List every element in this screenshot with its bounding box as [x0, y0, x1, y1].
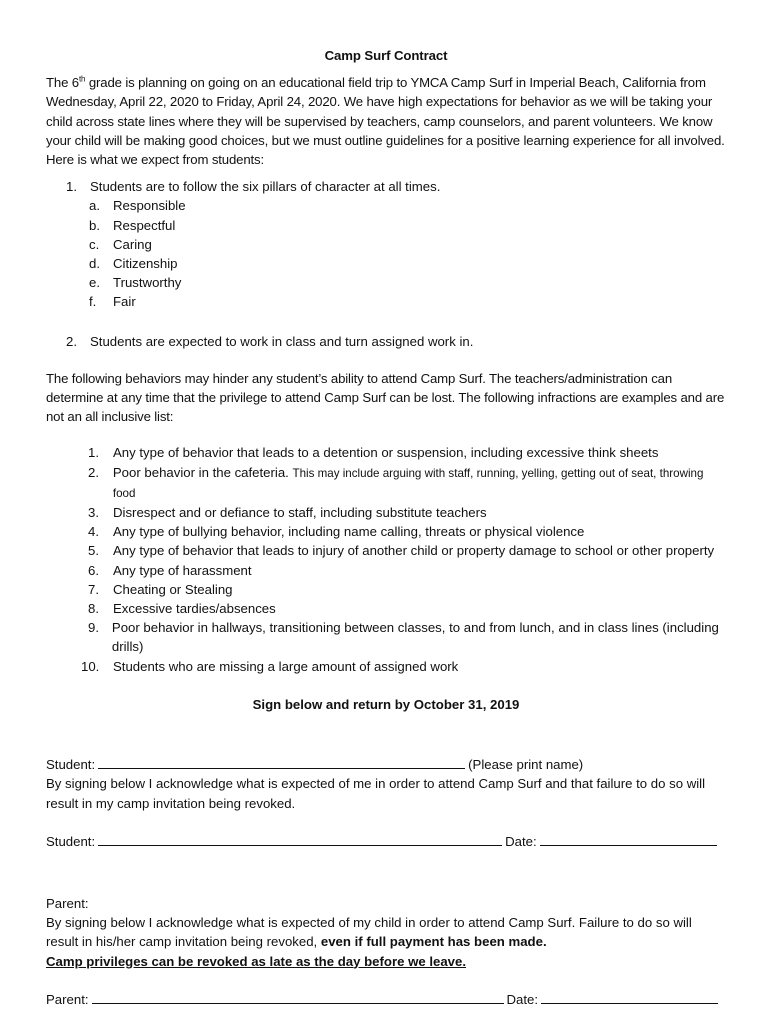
list-number: 6.: [88, 562, 99, 578]
list-item: [89, 196, 726, 215]
student-date-line[interactable]: [540, 832, 717, 846]
revocation-warning: Camp privileges can be revoked as late as the day before we leave.: [46, 953, 466, 969]
list-item-text: Fair: [113, 294, 136, 310]
list-item-text: Students who are missing a large amount of assigned work: [113, 658, 459, 674]
list-item: [46, 177, 726, 196]
list-number: 9.: [88, 620, 99, 636]
student-sign-row: [46, 832, 726, 851]
list-item: [89, 235, 726, 254]
list-item: [46, 599, 726, 618]
list-number: 10.: [81, 658, 100, 674]
infractions-list: [46, 443, 726, 675]
list-number: 7.: [88, 581, 99, 597]
parent-sign-label: Parent:: [46, 991, 89, 1007]
list-letter: d.: [89, 256, 100, 272]
parent-label: Parent:: [46, 895, 89, 911]
list-letter: b.: [89, 217, 100, 233]
student-acknowledgement: By signing below I acknowledge what is expected of me in order to attend Camp Surf and that failure to do so will result in my camp invitation being revoked.: [46, 776, 706, 811]
list-item-text: Excessive tardies/absences: [113, 601, 276, 617]
list-item: [89, 254, 726, 273]
list-number: 1.: [66, 179, 77, 195]
list-item-text: Responsible: [113, 198, 186, 214]
list-item-text: Caring: [113, 236, 152, 252]
list-item-text: Citizenship: [113, 256, 178, 272]
list-item-text: Poor behavior in hallways, transitioning between classes, to and from lunch, and in class lines (including drills): [111, 620, 719, 655]
student-print-row: [46, 755, 726, 774]
list-number: 5.: [88, 543, 99, 559]
infraction-main-text: Poor behavior in the cafeteria.: [112, 464, 293, 480]
student-sign-label: Student:: [46, 833, 96, 849]
parent-date-label: Date:: [506, 991, 539, 1007]
list-item: [46, 332, 726, 351]
list-item: [46, 618, 726, 656]
list-item: [89, 273, 726, 292]
list-item-text: Respectful: [113, 217, 176, 233]
parent-ack-bold: even if full payment has been made.: [320, 934, 547, 950]
list-item-text: Students are expected to work in class and turn assigned work in.: [90, 333, 474, 349]
list-number: 3.: [88, 505, 99, 521]
parent-sign-row: [46, 990, 726, 1009]
list-item-text: [113, 463, 726, 503]
infraction-detail-text: This may include arguing with staff, running, yelling, getting out of seat, throwing food: [112, 466, 704, 500]
list-item-text: Any type of behavior that leads to injury of another child or property damage to school or other property: [113, 543, 715, 559]
intro-superscript: th: [78, 74, 86, 84]
list-number: 1.: [88, 445, 99, 461]
parent-acknowledgement: [46, 913, 726, 951]
list-number: 2.: [66, 333, 77, 349]
list-item: [46, 443, 726, 462]
document-title: Camp Surf Contract: [324, 48, 448, 63]
list-item: [46, 657, 726, 676]
list-item-text: Cheating or Stealing: [113, 581, 233, 597]
parent-ack-text: By signing below I acknowledge what is expected of my child in order to attend Camp Surf. Failure to do so will result in his/her camp invitation being revoked,: [46, 915, 692, 950]
list-item-text: Trustworthy: [113, 275, 182, 291]
document-page: [46, 46, 726, 1009]
student-print-name-line[interactable]: [98, 755, 465, 769]
list-number: 8.: [88, 601, 99, 617]
intro-paragraph: [46, 73, 726, 169]
hinder-paragraph: The following behaviors may hinder any student’s ability to attend Camp Surf. The teachers/administration can determine at any time that the privilege to attend Camp Surf can be lost. The following infractions are examples and are not an all inclusive list:: [46, 370, 725, 425]
list-letter: e.: [89, 275, 100, 291]
list-item-text: Disrespect and or defiance to staff, including substitute teachers: [113, 505, 487, 521]
expectations-list: [46, 177, 726, 351]
list-item: [46, 522, 726, 541]
student-date-label: Date:: [505, 833, 537, 849]
list-item-text: Students are to follow the six pillars of character at all times.: [90, 179, 441, 195]
student-print-hint: (Please print name): [468, 757, 584, 773]
pillars-sublist: [46, 196, 726, 311]
list-number: 2.: [88, 464, 99, 480]
list-item: [46, 463, 726, 503]
parent-signature-line[interactable]: [92, 990, 504, 1004]
list-letter: a.: [89, 198, 100, 214]
list-item-text: Any type of behavior that leads to a detention or suspension, including excessive think sheets: [113, 445, 659, 461]
list-item: [46, 503, 726, 522]
list-item: [46, 561, 726, 580]
list-item: [46, 580, 726, 599]
student-print-label: Student:: [46, 757, 96, 773]
list-item: [89, 292, 726, 311]
list-item: [89, 216, 726, 235]
list-item-text: Any type of harassment: [113, 562, 252, 578]
parent-date-line[interactable]: [541, 990, 718, 1004]
sign-instruction: Sign below and return by October 31, 2019: [252, 696, 520, 712]
list-letter: f.: [89, 294, 97, 310]
intro-rest: grade is planning on going on an educational field trip to YMCA Camp Surf in Imperial Beach, California from Wednesday, April 22, 2020 to Friday, April 24, 2020. We have high expectations for behavior as we will be taking your child across state lines where they will be supervised by teachers, camp counselors, and parent volunteers. We know your child will be making good choices, but we must outline guidelines for a positive learning experience for all involved. Here is what we expect from students:: [46, 75, 725, 168]
list-number: 4.: [88, 524, 99, 540]
list-item-text: Any type of bullying behavior, including name calling, threats or physical violence: [113, 524, 585, 540]
list-item: [46, 541, 726, 560]
list-letter: c.: [89, 236, 100, 252]
student-signature-line[interactable]: [98, 832, 502, 846]
intro-start: The 6: [46, 75, 79, 91]
